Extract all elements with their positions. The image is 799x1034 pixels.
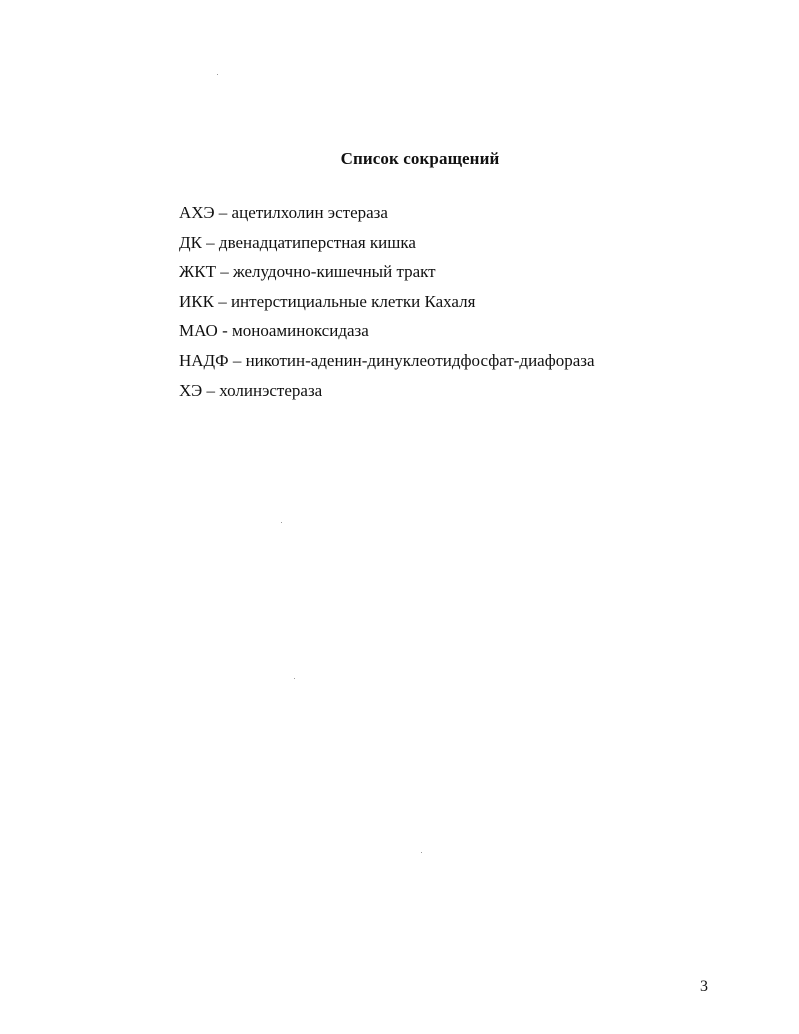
abbreviation-item: МАО - моноаминоксидаза [179,321,369,341]
abbreviation-item: ДК – двенадцатиперстная кишка [179,232,416,252]
abbreviation-item: АХЭ – ацетилхолин эстераза [179,203,388,222]
abbreviation-item: ЖКТ – желудочно-кишечный тракт [179,262,436,282]
scan-speck [421,852,422,853]
abbreviation-list [179,198,595,405]
scan-speck [217,74,218,75]
scan-speck [281,522,282,523]
abbreviation-item: НАДФ – никотин-аденин-динуклеотидфосфат-диафораза [179,350,595,370]
abbreviation-item: ИКК – интерстициальные клетки Кахаля [179,291,476,311]
page-number: 3 [700,978,708,995]
abbreviation-item: ХЭ – холинэстераза [179,380,323,400]
page-title: Список сокращений [340,149,500,168]
scan-speck [294,678,295,679]
